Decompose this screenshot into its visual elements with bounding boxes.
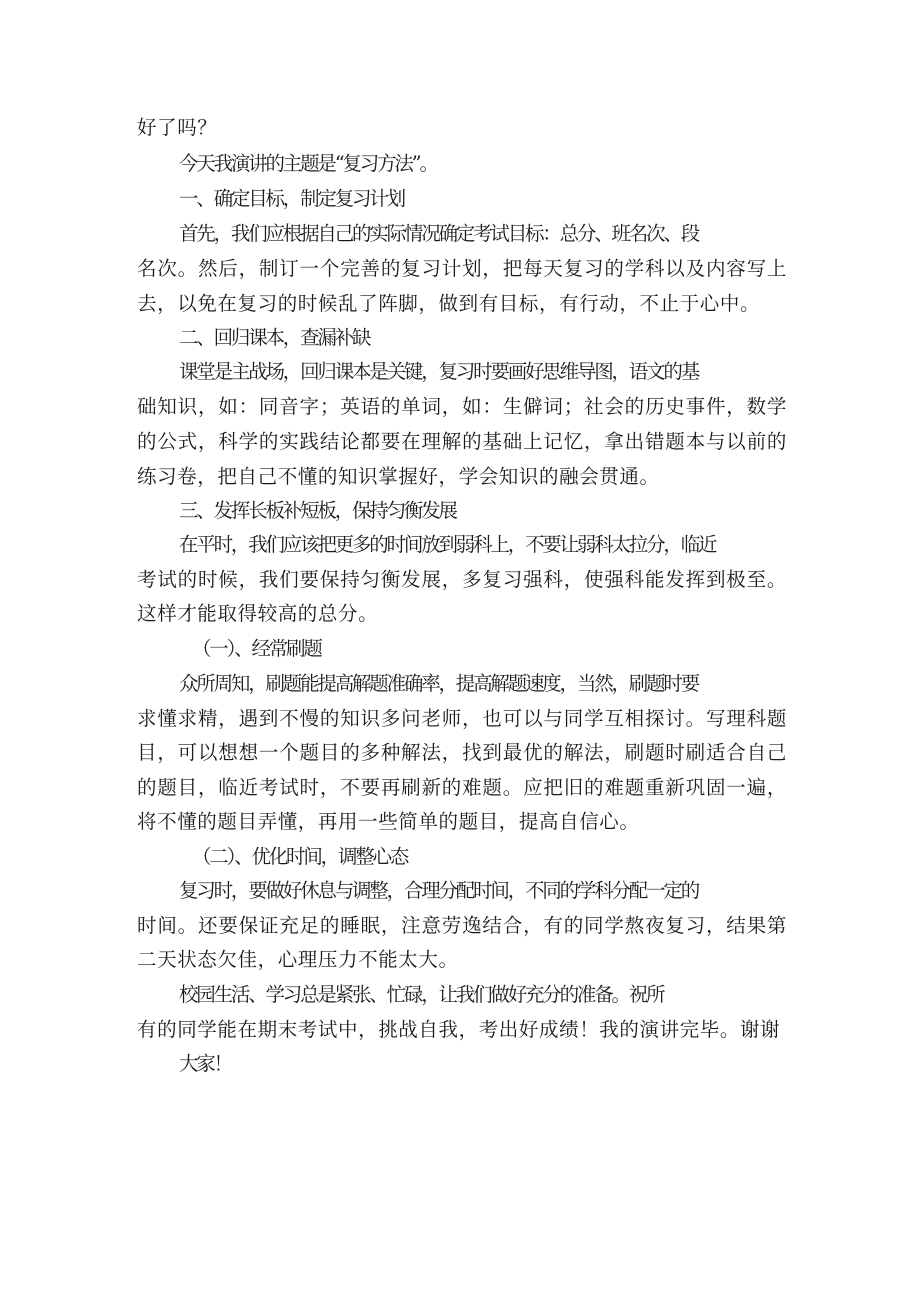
text-line: 在平时，我们应该把更多的时间放到弱科上，不要让弱科太拉分，临近 [179, 533, 716, 556]
text-line: 的公式，科学的实践结论都要在理解的基础上记忆，拿出错题本与以前的 [137, 430, 787, 453]
subsection-heading: （一）、经常刷题 [192, 637, 321, 660]
text-line: 课堂是主战场，回归课本是关键，复习时要画好思维导图，语文的基 [179, 360, 699, 383]
text-line: 二天状态欠佳，心理压力不能太大。 [137, 948, 459, 971]
text-line: 众所周知，刷题能提高解题准确率，提高解题速度，当然，刷题时要 [179, 672, 699, 695]
text-line: 目，可以想想一个题目的多种解法，找到最优的解法，刷题时刷适合自己 [137, 741, 787, 764]
text-line: 去，以免在复习的时候乱了阵脚，做到有目标，有行动，不止于心中。 [137, 292, 761, 315]
text-line: 的题目，临近考试时，不要再刷新的难题。应把旧的难题重新巩固一遍， [137, 776, 787, 799]
section-heading: 三、发挥长板补短板，保持匀衡发展 [179, 499, 456, 522]
text-line: 有的同学能在期末考试中，挑战自我，考出好成绩！我的演讲完毕。谢谢 [137, 1018, 781, 1041]
text-line: 将不懂的题目弄懂，再用一些简单的题目，提高自信心。 [137, 810, 640, 833]
text-line: 考试的时候，我们要保持匀衡发展，多复习强科，使强科能发挥到极至。 [137, 568, 787, 591]
text-line: 校园生活、学习总是紧张、忙碌，让我们做好充分的准备。祝所 [179, 983, 664, 1006]
text-line: 名次。然后，制订一个完善的复习计划，把每天复习的学科以及内容写上 [137, 257, 787, 280]
text-line: 这样才能取得较高的总分。 [137, 602, 379, 625]
text-line: 时间。还要保证充足的睡眠，注意劳逸结合，有的同学熬夜复习，结果第 [137, 914, 787, 937]
text-line: 好了吗？ [137, 116, 218, 139]
text-line: 复习时，要做好休息与调整，合理分配时间，不同的学科分配一定的 [179, 879, 699, 902]
subsection-heading: （二）、优化时间，调整心态 [192, 845, 408, 868]
section-heading: 一、确定目标，制定复习计划 [179, 187, 404, 210]
section-heading: 二、回归课本，查漏补缺 [179, 326, 370, 349]
text-line: 大家！ [179, 1052, 231, 1075]
text-line: 础知识，如：同音字；英语的单词，如：生僻词；社会的历史事件，数学 [137, 395, 787, 418]
text-line: 练习卷，把自己不懂的知识掌握好，学会知识的融会贯通。 [137, 465, 660, 488]
text-line: 求懂求精，遇到不慢的知识多问老师，也可以与同学互相探讨。写理科题 [137, 707, 787, 730]
text-line: 今天我演讲的主题是“复习方法”。 [179, 152, 437, 175]
text-line: 首先，我们应根据自己的实际情况确定考试目标：总分、班名次、段 [179, 222, 699, 245]
